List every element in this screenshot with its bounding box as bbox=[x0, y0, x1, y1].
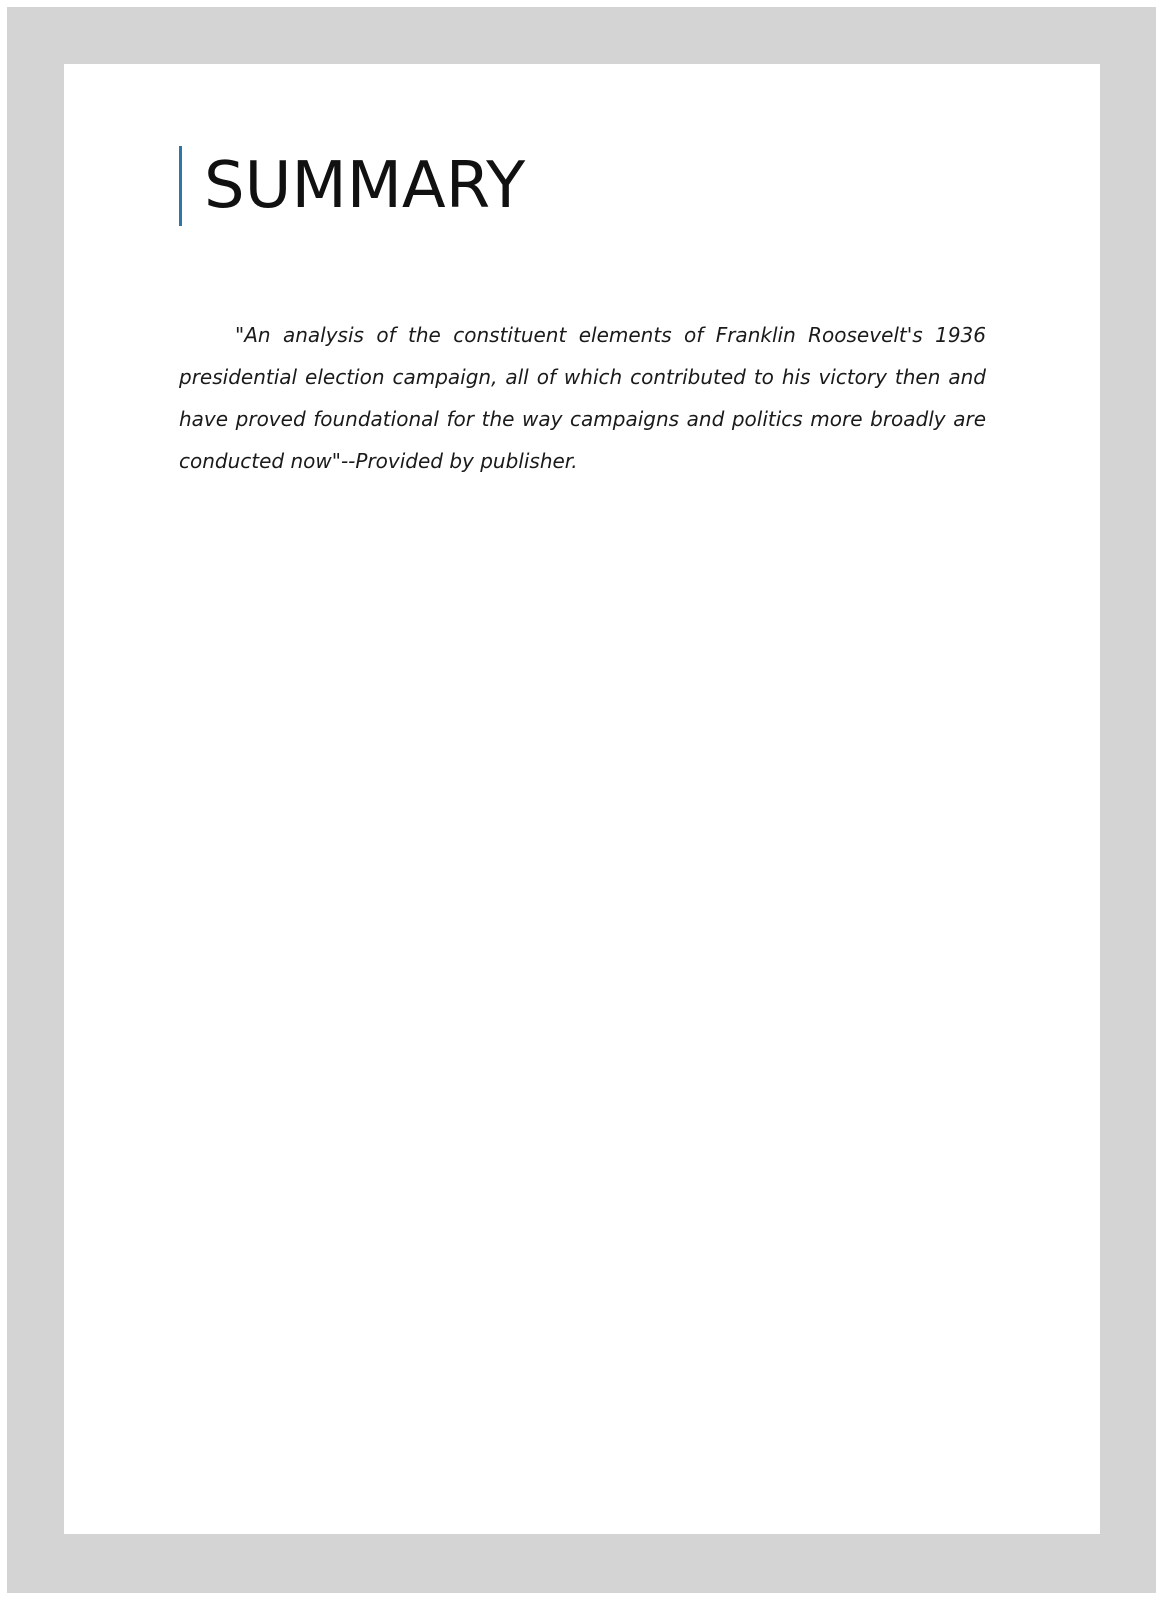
page-title: SUMMARY bbox=[204, 149, 526, 223]
page-frame bbox=[7, 7, 1156, 1593]
summary-paragraph: "An analysis of the constituent elements of Franklin Roosevelt's 1936 presidential election campaign, all of which contributed to his victory then and have proved foundational for the way campaigns and politics more broadly are conducted now"--Provided by publisher. bbox=[179, 323, 986, 473]
title-accent-bar bbox=[179, 146, 182, 226]
document-page bbox=[64, 64, 1100, 1534]
